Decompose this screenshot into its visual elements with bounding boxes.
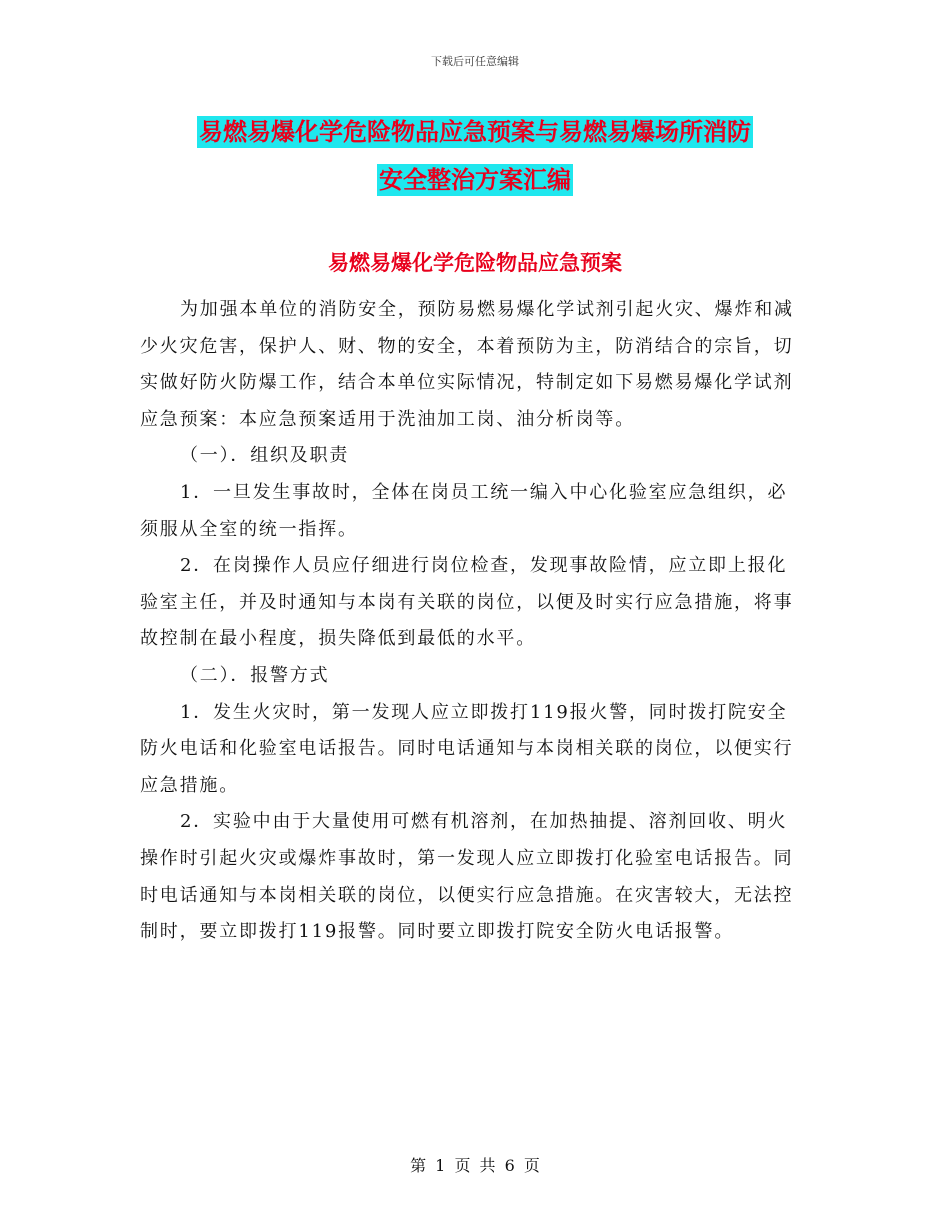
section-title: 易燃易爆化学危险物品应急预案 [328,251,622,275]
document-title-line1: 易燃易爆化学危险物品应急预案与易燃易爆场所消防 [199,118,751,146]
header-note: 下载后可任意编辑 [431,55,519,68]
paragraph-alarm-2: 2．实验中由于大量使用可燃有机溶剂，在加热抽提、溶剂回收、明火操作时引起火灾或爆炸事故时，第一发现人应立即拨打化验室电话报告。同时电话通知与本岗相关联的岗位，以便实行应急措施。在灾害较大，无法控制时，要立即拨打119报警。同时要立即拨打院安全防火电话报警。 [140,811,794,943]
subheading-organization: （一）．组织及职责 [180,445,350,467]
paragraph-intro: 为加强本单位的消防安全，预防易燃易爆化学试剂引起火灾、爆炸和减少火灾危害，保护人、财、物的安全，本着预防为主，防消结合的宗旨，切实做好防火防爆工作，结合本单位实际情况，特制定如下易燃易爆化学试剂应急预案：本应急预案适用于洗油加工岗、油分析岗等。 [140,299,794,430]
paragraph-org-1: 1．一旦发生事故时，全体在岗员工统一编入中心化验室应急组织，必须服从全室的统一指挥。 [140,481,788,540]
document-body [140,292,805,951]
document-title [0,108,950,204]
paragraph-alarm-1: 1．发生火灾时，第一发现人应立即拨打119报火警，同时拨打院安全防火电话和化验室电话报告。同时电话通知与本岗相关联的岗位，以便实行应急措施。 [140,701,794,796]
paragraph-org-2: 2．在岗操作人员应仔细进行岗位检查，发现事故险情，应立即上报化验室主任，并及时通知与本岗有关联的岗位，以便及时实行应急措施，将事故控制在最小程度，损失降低到最低的水平。 [140,555,794,650]
document-title-line2: 安全整治方案汇编 [379,166,571,194]
subheading-alarm: （二）．报警方式 [180,664,330,686]
page-footer: 第 1 页 共 6 页 [410,1156,540,1175]
